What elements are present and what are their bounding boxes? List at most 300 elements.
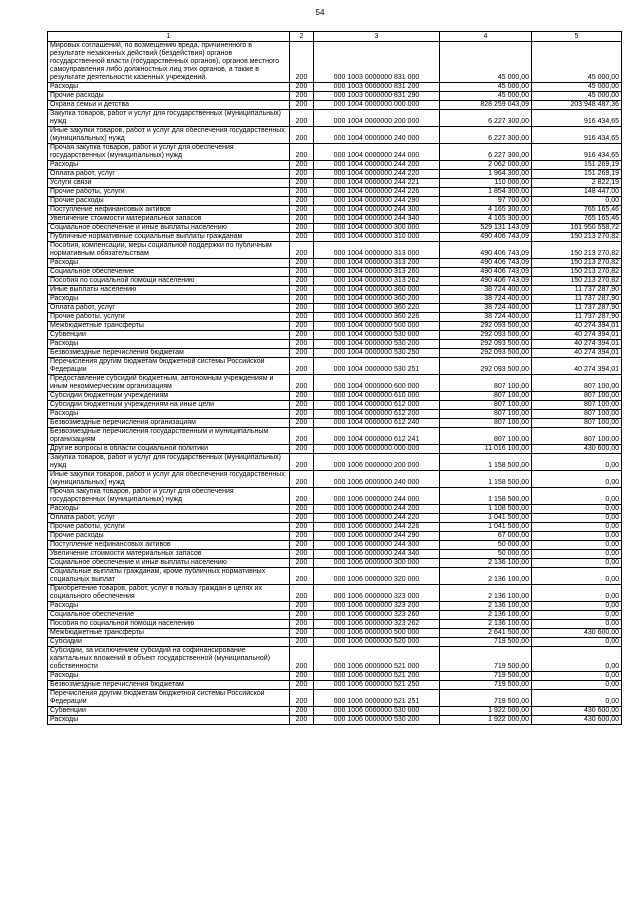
row-executed-amount-cell: 148 447,00: [532, 188, 622, 197]
row-budget-code-cell: 000 1004 0000000 612 241: [314, 428, 440, 445]
row-admin-code-cell: 200: [290, 401, 314, 410]
row-admin-code-cell: 200: [290, 672, 314, 681]
row-admin-code-cell: 200: [290, 92, 314, 101]
row-approved-amount-cell: 4 165 300,00: [440, 215, 532, 224]
table-row: [48, 304, 622, 313]
table-row: [48, 286, 622, 295]
row-executed-amount-cell: 430 600,00: [532, 629, 622, 638]
table-row: [48, 206, 622, 215]
row-name-cell: Перечисления другим бюджетам бюджетной системы Российской Федерации: [48, 690, 290, 707]
row-executed-amount-cell: 2 822,19: [532, 179, 622, 188]
table-row: [48, 268, 622, 277]
row-name-cell: Межбюджетные трансферты: [48, 629, 290, 638]
table-row: [48, 488, 622, 505]
row-budget-code-cell: 000 1004 0000000 500 000: [314, 322, 440, 331]
row-approved-amount-cell: 45 000,00: [440, 92, 532, 101]
row-name-cell: Безвозмездные перечисления организациям: [48, 419, 290, 428]
row-admin-code-cell: 200: [290, 454, 314, 471]
row-approved-amount-cell: 292 093 500,00: [440, 358, 532, 375]
table-row: [48, 259, 622, 268]
table-row: [48, 514, 622, 523]
row-name-cell: Перечисления другим бюджетам бюджетной системы Российской Федерации: [48, 358, 290, 375]
row-approved-amount-cell: 1 158 500,00: [440, 488, 532, 505]
table-row: [48, 532, 622, 541]
row-budget-code-cell: 000 1006 0000000 323 260: [314, 611, 440, 620]
row-admin-code-cell: 200: [290, 286, 314, 295]
row-admin-code-cell: 200: [290, 188, 314, 197]
row-admin-code-cell: 200: [290, 707, 314, 716]
row-budget-code-cell: 000 1006 0000000 521 250: [314, 681, 440, 690]
row-name-cell: Расходы: [48, 83, 290, 92]
row-executed-amount-cell: 916 434,65: [532, 110, 622, 127]
table-row: [48, 144, 622, 161]
row-executed-amount-cell: 0,00: [532, 197, 622, 206]
budget-execution-table: [47, 31, 622, 725]
row-budget-code-cell: 000 1004 0000000 300 000: [314, 224, 440, 233]
row-name-cell: Расходы: [48, 295, 290, 304]
row-admin-code-cell: 200: [290, 127, 314, 144]
row-admin-code-cell: 200: [290, 313, 314, 322]
table-row: [48, 690, 622, 707]
row-name-cell: Прочие расходы: [48, 197, 290, 206]
row-budget-code-cell: 000 1004 0000000 530 000: [314, 331, 440, 340]
table-row: [48, 454, 622, 471]
row-budget-code-cell: 000 1006 0000000 244 290: [314, 532, 440, 541]
row-budget-code-cell: 000 1004 0000000 360 220: [314, 304, 440, 313]
row-admin-code-cell: 200: [290, 647, 314, 672]
row-admin-code-cell: 200: [290, 277, 314, 286]
table-row: [48, 233, 622, 242]
row-name-cell: Безвозмездные перечисления государственным и муниципальным организациям: [48, 428, 290, 445]
row-executed-amount-cell: 765 165,46: [532, 206, 622, 215]
row-executed-amount-cell: 807 100,00: [532, 392, 622, 401]
row-admin-code-cell: 200: [290, 428, 314, 445]
row-approved-amount-cell: 6 227 300,00: [440, 127, 532, 144]
table-row: [48, 170, 622, 179]
table-row: [48, 83, 622, 92]
row-approved-amount-cell: 1 854 300,00: [440, 188, 532, 197]
row-admin-code-cell: 200: [290, 349, 314, 358]
row-approved-amount-cell: 2 062 000,00: [440, 161, 532, 170]
row-executed-amount-cell: 0,00: [532, 550, 622, 559]
row-budget-code-cell: 000 1006 0000000 244 000: [314, 488, 440, 505]
row-executed-amount-cell: 807 100,00: [532, 375, 622, 392]
row-executed-amount-cell: 430 600,00: [532, 445, 622, 454]
row-executed-amount-cell: 0,00: [532, 638, 622, 647]
row-budget-code-cell: 000 1006 0000000 500 000: [314, 629, 440, 638]
row-admin-code-cell: 200: [290, 215, 314, 224]
column-header: 2: [290, 32, 314, 42]
row-admin-code-cell: 200: [290, 488, 314, 505]
row-admin-code-cell: 200: [290, 206, 314, 215]
row-approved-amount-cell: 807 100,00: [440, 401, 532, 410]
table-row: [48, 277, 622, 286]
row-executed-amount-cell: 765 165,46: [532, 215, 622, 224]
row-name-cell: Оплата работ, услуг: [48, 304, 290, 313]
row-budget-code-cell: 000 1006 0000000 244 200: [314, 505, 440, 514]
row-executed-amount-cell: 11 737 287,90: [532, 313, 622, 322]
row-name-cell: Поступление нефинансовых активов: [48, 541, 290, 550]
row-name-cell: Социальные выплаты гражданам, кроме публичных нормативных социальных выплат: [48, 568, 290, 585]
row-executed-amount-cell: 916 434,65: [532, 144, 622, 161]
row-name-cell: Субвенции: [48, 331, 290, 340]
row-approved-amount-cell: 807 100,00: [440, 392, 532, 401]
row-executed-amount-cell: 40 274 394,01: [532, 349, 622, 358]
row-budget-code-cell: 000 1004 0000000 200 000: [314, 110, 440, 127]
row-executed-amount-cell: 0,00: [532, 568, 622, 585]
row-name-cell: Безвозмездные перечисления бюджетам: [48, 349, 290, 358]
row-name-cell: Расходы: [48, 259, 290, 268]
row-executed-amount-cell: 151 269,19: [532, 161, 622, 170]
row-admin-code-cell: 200: [290, 179, 314, 188]
row-approved-amount-cell: 828 259 043,09: [440, 101, 532, 110]
row-executed-amount-cell: 45 000,00: [532, 42, 622, 83]
row-admin-code-cell: 200: [290, 410, 314, 419]
row-approved-amount-cell: 807 100,00: [440, 375, 532, 392]
row-name-cell: Мировых соглашений, по возмещению вреда, причиненного в результате незаконных действий (бездействия) органов государственной власти (государственных органов), органов местного самоуправления либо должностных лиц этих органов, а также в результате деятельности казенных учреждений: [48, 42, 290, 83]
row-admin-code-cell: 200: [290, 304, 314, 313]
row-approved-amount-cell: 45 000,00: [440, 42, 532, 83]
row-executed-amount-cell: 40 274 394,01: [532, 340, 622, 349]
row-budget-code-cell: 000 1006 0000000 244 300: [314, 541, 440, 550]
row-budget-code-cell: 000 1004 0000000 313 260: [314, 268, 440, 277]
row-admin-code-cell: 200: [290, 620, 314, 629]
row-approved-amount-cell: 1 158 500,00: [440, 454, 532, 471]
table-row: [48, 602, 622, 611]
row-admin-code-cell: 200: [290, 419, 314, 428]
row-admin-code-cell: 200: [290, 42, 314, 83]
row-budget-code-cell: 000 1006 0000000 530 200: [314, 716, 440, 725]
row-admin-code-cell: 200: [290, 716, 314, 725]
row-approved-amount-cell: 490 406 743,09: [440, 268, 532, 277]
table-row: [48, 188, 622, 197]
table-row: [48, 161, 622, 170]
row-name-cell: Пособия, компенсации, меры социальной поддержки по публичным нормативным обязательствам: [48, 242, 290, 259]
table-row: [48, 313, 622, 322]
row-approved-amount-cell: 6 227 300,00: [440, 144, 532, 161]
table-row: [48, 638, 622, 647]
row-approved-amount-cell: 4 165 300,00: [440, 206, 532, 215]
row-approved-amount-cell: 2 136 100,00: [440, 559, 532, 568]
row-executed-amount-cell: 807 100,00: [532, 410, 622, 419]
row-approved-amount-cell: 2 136 100,00: [440, 602, 532, 611]
row-executed-amount-cell: 0,00: [532, 611, 622, 620]
row-budget-code-cell: 000 1006 0000000 240 000: [314, 471, 440, 488]
row-name-cell: Оплата работ, услуг: [48, 170, 290, 179]
table-row: [48, 611, 622, 620]
row-name-cell: Прочие расходы: [48, 92, 290, 101]
row-admin-code-cell: 200: [290, 242, 314, 259]
row-name-cell: Субсидии бюджетным учреждениям: [48, 392, 290, 401]
row-approved-amount-cell: 719 500,00: [440, 672, 532, 681]
row-budget-code-cell: 000 1006 0000000 323 200: [314, 602, 440, 611]
row-name-cell: Приобретение товаров, работ, услуг в пользу граждан в целях их социального обеспечения: [48, 585, 290, 602]
row-admin-code-cell: 200: [290, 471, 314, 488]
row-budget-code-cell: 000 1004 0000000 244 220: [314, 170, 440, 179]
row-executed-amount-cell: 0,00: [532, 602, 622, 611]
row-admin-code-cell: 200: [290, 523, 314, 532]
row-budget-code-cell: 000 1004 0000000 244 290: [314, 197, 440, 206]
row-executed-amount-cell: 0,00: [532, 585, 622, 602]
table-row: [48, 358, 622, 375]
row-executed-amount-cell: 150 213 270,82: [532, 268, 622, 277]
table-row: [48, 340, 622, 349]
row-budget-code-cell: 000 1006 0000000 323 000: [314, 585, 440, 602]
row-approved-amount-cell: 490 406 743,09: [440, 242, 532, 259]
column-number-header-row: [48, 32, 622, 42]
row-budget-code-cell: 000 1004 0000000 360 000: [314, 286, 440, 295]
table-row: [48, 707, 622, 716]
row-budget-code-cell: 000 1006 0000000 530 000: [314, 707, 440, 716]
table-body: [48, 42, 622, 725]
row-approved-amount-cell: 490 406 743,09: [440, 233, 532, 242]
row-executed-amount-cell: 0,00: [532, 488, 622, 505]
row-executed-amount-cell: 0,00: [532, 471, 622, 488]
row-approved-amount-cell: 97 700,00: [440, 197, 532, 206]
row-budget-code-cell: 000 1004 0000000 612 000: [314, 401, 440, 410]
row-budget-code-cell: 000 1004 0000000 600 000: [314, 375, 440, 392]
row-admin-code-cell: 200: [290, 392, 314, 401]
row-name-cell: Субсидии, за исключением субсидий на софинансирование капитальных вложений в объект государственной (муниципальной) собственности: [48, 647, 290, 672]
row-name-cell: Иные выплаты населению: [48, 286, 290, 295]
row-approved-amount-cell: 1 041 500,00: [440, 514, 532, 523]
row-executed-amount-cell: 430 600,00: [532, 716, 622, 725]
row-budget-code-cell: 000 1004 0000000 310 000: [314, 233, 440, 242]
row-name-cell: Иные закупки товаров, работ и услуг для обеспечения государственных (муниципальных) нужд: [48, 471, 290, 488]
table-row: [48, 224, 622, 233]
row-executed-amount-cell: 0,00: [532, 454, 622, 471]
row-approved-amount-cell: 1 964 300,00: [440, 170, 532, 179]
row-executed-amount-cell: 40 274 394,01: [532, 331, 622, 340]
row-approved-amount-cell: 1 922 000,00: [440, 707, 532, 716]
row-executed-amount-cell: 11 737 287,90: [532, 286, 622, 295]
row-admin-code-cell: 200: [290, 445, 314, 454]
row-executed-amount-cell: 0,00: [532, 541, 622, 550]
row-name-cell: Расходы: [48, 410, 290, 419]
row-executed-amount-cell: 807 100,00: [532, 419, 622, 428]
row-approved-amount-cell: 807 100,00: [440, 428, 532, 445]
row-executed-amount-cell: 150 213 270,82: [532, 259, 622, 268]
row-budget-code-cell: 000 1006 0000000 521 251: [314, 690, 440, 707]
table-row: [48, 647, 622, 672]
row-admin-code-cell: 200: [290, 259, 314, 268]
row-approved-amount-cell: 292 093 500,00: [440, 349, 532, 358]
row-executed-amount-cell: 151 269,19: [532, 170, 622, 179]
table-row: [48, 471, 622, 488]
row-budget-code-cell: 000 1004 0000000 530 200: [314, 340, 440, 349]
row-approved-amount-cell: 38 724 400,00: [440, 295, 532, 304]
row-approved-amount-cell: 719 500,00: [440, 647, 532, 672]
row-executed-amount-cell: 0,00: [532, 620, 622, 629]
table-row: [48, 349, 622, 358]
row-admin-code-cell: 200: [290, 638, 314, 647]
row-name-cell: Расходы: [48, 672, 290, 681]
page-number: 54: [315, 8, 325, 17]
row-budget-code-cell: 000 1006 0000000 521 000: [314, 647, 440, 672]
row-admin-code-cell: 200: [290, 505, 314, 514]
row-budget-code-cell: 000 1004 0000000 530 251: [314, 358, 440, 375]
row-admin-code-cell: 200: [290, 568, 314, 585]
row-executed-amount-cell: 0,00: [532, 647, 622, 672]
row-name-cell: Социальное обеспечение: [48, 611, 290, 620]
row-budget-code-cell: 000 1004 0000000 244 221: [314, 179, 440, 188]
row-admin-code-cell: 200: [290, 375, 314, 392]
row-name-cell: Поступление нефинансовых активов: [48, 206, 290, 215]
row-approved-amount-cell: 38 724 400,00: [440, 286, 532, 295]
row-executed-amount-cell: 0,00: [532, 690, 622, 707]
row-name-cell: Закупка товаров, работ и услуг для государственных (муниципальных) нужд: [48, 110, 290, 127]
row-admin-code-cell: 200: [290, 585, 314, 602]
row-name-cell: Расходы: [48, 505, 290, 514]
row-admin-code-cell: 200: [290, 144, 314, 161]
table-row: [48, 523, 622, 532]
row-budget-code-cell: 000 1004 0000000 000 000: [314, 101, 440, 110]
row-admin-code-cell: 200: [290, 629, 314, 638]
row-name-cell: Увеличение стоимости материальных запасов: [48, 215, 290, 224]
row-approved-amount-cell: 67 000,00: [440, 532, 532, 541]
row-name-cell: Пособия по социальной помощи населению: [48, 277, 290, 286]
row-name-cell: Субвенции: [48, 707, 290, 716]
row-executed-amount-cell: 150 213 270,82: [532, 277, 622, 286]
row-executed-amount-cell: 40 274 394,01: [532, 322, 622, 331]
table-row: [48, 716, 622, 725]
row-budget-code-cell: 000 1006 0000000 520 000: [314, 638, 440, 647]
row-executed-amount-cell: 45 000,00: [532, 83, 622, 92]
row-budget-code-cell: 000 1004 0000000 240 000: [314, 127, 440, 144]
table-row: [48, 428, 622, 445]
row-budget-code-cell: 000 1003 0000000 831 000: [314, 42, 440, 83]
row-name-cell: Увеличение стоимости материальных запасов: [48, 550, 290, 559]
row-approved-amount-cell: 1 922 000,00: [440, 716, 532, 725]
column-header: 5: [532, 32, 622, 42]
row-budget-code-cell: 000 1004 0000000 313 000: [314, 242, 440, 259]
row-admin-code-cell: 200: [290, 331, 314, 340]
row-approved-amount-cell: 2 136 100,00: [440, 568, 532, 585]
row-executed-amount-cell: 45 000,00: [532, 92, 622, 101]
row-approved-amount-cell: 6 227 300,00: [440, 110, 532, 127]
row-executed-amount-cell: 916 434,65: [532, 127, 622, 144]
row-admin-code-cell: 200: [290, 340, 314, 349]
row-approved-amount-cell: 2 136 100,00: [440, 611, 532, 620]
row-name-cell: Расходы: [48, 161, 290, 170]
row-name-cell: Прочие работы, услуги: [48, 188, 290, 197]
table-row: [48, 410, 622, 419]
row-approved-amount-cell: 110 000,00: [440, 179, 532, 188]
table-row: [48, 92, 622, 101]
row-admin-code-cell: 200: [290, 83, 314, 92]
row-executed-amount-cell: 150 213 270,82: [532, 242, 622, 259]
table-row: [48, 672, 622, 681]
row-name-cell: Социальное обеспечение: [48, 268, 290, 277]
table-row: [48, 215, 622, 224]
row-executed-amount-cell: 0,00: [532, 505, 622, 514]
table-row: [48, 401, 622, 410]
row-admin-code-cell: 200: [290, 541, 314, 550]
row-admin-code-cell: 200: [290, 110, 314, 127]
row-budget-code-cell: 000 1004 0000000 244 200: [314, 161, 440, 170]
row-name-cell: Расходы: [48, 340, 290, 349]
row-executed-amount-cell: 0,00: [532, 532, 622, 541]
row-budget-code-cell: 000 1004 0000000 313 200: [314, 259, 440, 268]
row-budget-code-cell: 000 1003 0000000 831 200: [314, 83, 440, 92]
row-name-cell: Прочие работы, услуги: [48, 523, 290, 532]
table-row: [48, 375, 622, 392]
row-budget-code-cell: 000 1004 0000000 360 200: [314, 295, 440, 304]
table-row: [48, 559, 622, 568]
row-name-cell: Прочие расходы: [48, 532, 290, 541]
column-header: 3: [314, 32, 440, 42]
row-approved-amount-cell: 719 500,00: [440, 681, 532, 690]
row-budget-code-cell: 000 1006 0000000 300 000: [314, 559, 440, 568]
row-executed-amount-cell: 0,00: [532, 514, 622, 523]
table-row: [48, 127, 622, 144]
row-executed-amount-cell: 807 100,00: [532, 401, 622, 410]
row-admin-code-cell: 200: [290, 170, 314, 179]
row-approved-amount-cell: 50 000,00: [440, 550, 532, 559]
table-row: [48, 681, 622, 690]
row-name-cell: Оплата работ, услуг: [48, 514, 290, 523]
row-name-cell: Расходы: [48, 716, 290, 725]
row-approved-amount-cell: 2 136 100,00: [440, 585, 532, 602]
row-admin-code-cell: 200: [290, 681, 314, 690]
row-admin-code-cell: 200: [290, 322, 314, 331]
row-name-cell: Расходы: [48, 602, 290, 611]
row-name-cell: Субсидии: [48, 638, 290, 647]
row-name-cell: Безвозмездные перечисления бюджетам: [48, 681, 290, 690]
row-approved-amount-cell: 2 136 100,00: [440, 620, 532, 629]
row-name-cell: Услуги связи: [48, 179, 290, 188]
row-approved-amount-cell: 292 093 500,00: [440, 322, 532, 331]
row-name-cell: Прочие работы, услуги: [48, 313, 290, 322]
table-row: [48, 541, 622, 550]
row-executed-amount-cell: 0,00: [532, 681, 622, 690]
table-row: [48, 331, 622, 340]
row-approved-amount-cell: 719 500,00: [440, 690, 532, 707]
row-approved-amount-cell: 719 500,00: [440, 638, 532, 647]
row-approved-amount-cell: 807 100,00: [440, 419, 532, 428]
row-executed-amount-cell: 150 213 270,82: [532, 233, 622, 242]
table-row: [48, 392, 622, 401]
row-budget-code-cell: 000 1006 0000000 521 200: [314, 672, 440, 681]
row-admin-code-cell: 200: [290, 295, 314, 304]
row-name-cell: Закупка товаров, работ и услуг для государственных (муниципальных) нужд: [48, 454, 290, 471]
table-row: [48, 242, 622, 259]
row-admin-code-cell: 200: [290, 559, 314, 568]
row-admin-code-cell: 200: [290, 268, 314, 277]
row-name-cell: Социальное обеспечение и иные выплаты населению: [48, 559, 290, 568]
table-row: [48, 585, 622, 602]
row-approved-amount-cell: 1 041 500,00: [440, 523, 532, 532]
row-approved-amount-cell: 292 093 500,00: [440, 331, 532, 340]
row-name-cell: Публичные нормативные социальные выплаты гражданам: [48, 233, 290, 242]
table-row: [48, 101, 622, 110]
column-header: 4: [440, 32, 532, 42]
row-approved-amount-cell: 1 108 500,00: [440, 505, 532, 514]
row-executed-amount-cell: 203 948 487,36: [532, 101, 622, 110]
row-budget-code-cell: 000 1004 0000000 244 226: [314, 188, 440, 197]
row-budget-code-cell: 000 1004 0000000 612 240: [314, 419, 440, 428]
row-admin-code-cell: 200: [290, 532, 314, 541]
row-executed-amount-cell: 11 737 287,90: [532, 295, 622, 304]
row-admin-code-cell: 200: [290, 224, 314, 233]
row-executed-amount-cell: 0,00: [532, 523, 622, 532]
row-name-cell: Прочая закупка товаров, работ и услуг для обеспечения государственных (муниципальных) нужд: [48, 144, 290, 161]
row-admin-code-cell: 200: [290, 197, 314, 206]
row-budget-code-cell: 000 1003 0000000 831 290: [314, 92, 440, 101]
row-approved-amount-cell: 2 641 500,00: [440, 629, 532, 638]
row-budget-code-cell: 000 1006 0000000 323 262: [314, 620, 440, 629]
row-budget-code-cell: 000 1004 0000000 244 000: [314, 144, 440, 161]
